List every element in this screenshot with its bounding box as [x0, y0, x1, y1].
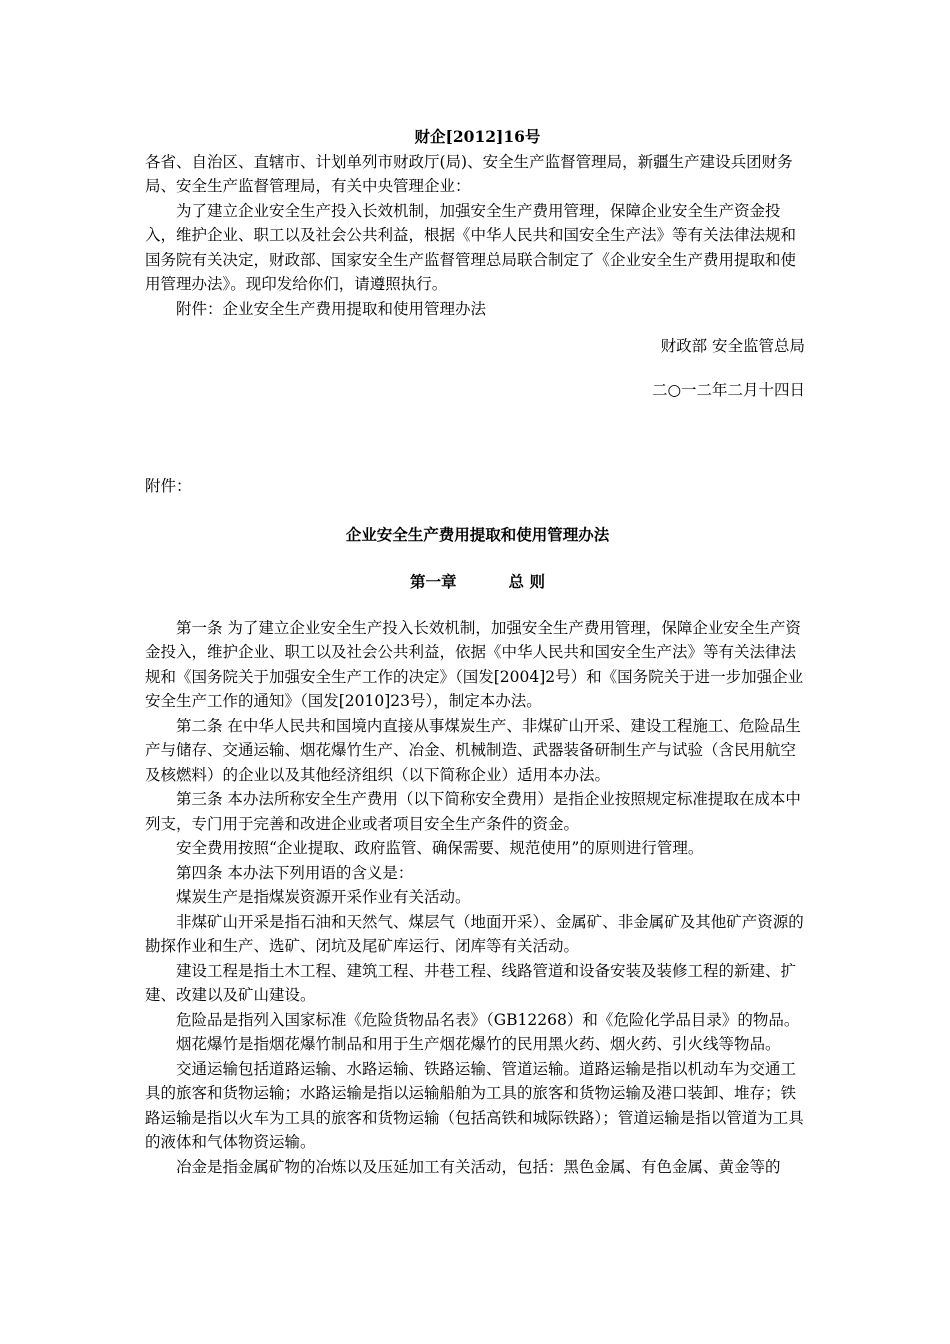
recipients: 各省、自治区、直辖市、计划单列市财政厅(局)、安全生产监督管理局，新疆生产建设兵团财务局、安全生产监督管理局，有关中央管理企业： [145, 152, 793, 195]
chapter-name: 总 则 [508, 572, 545, 591]
document-number: 财企[2012]16号 [414, 127, 541, 146]
article-paragraph: 第三条 本办法所称安全生产费用（以下简称安全费用）是指企业按照规定标准提取在成本中列支，专门用于完善和改进企业或者项目安全生产条件的资金。 [145, 790, 801, 833]
article-paragraph: 安全费用按照“企业提取、政府监管、确保需要、规范使用”的原则进行管理。 [176, 839, 704, 857]
document-body [145, 125, 810, 1179]
article-paragraph: 第四条 本办法下列用语的含义是： [176, 863, 414, 882]
article-paragraph: 第二条 在中华人民共和国境内直接从事煤炭生产、非煤矿山开采、建设工程施工、危险品生产与储存、交通运输、烟花爆竹生产、冶金、机械制造、武器装备研制生产与试验（含民用航空及核燃料）的企业以及其他经济组织（以下简称企业）适用本办法。 [145, 716, 801, 784]
definition-paragraph: 交通运输包括道路运输、水路运输、铁路运输、管道运输。道路运输是指以机动车为交通工具的旅客和货物运输；水路运输是指以运输船舶为工具的旅客和货物运输及港口装卸、堆存；铁路运输是指以火车为工具的旅客和货物运输（包括高铁和城际铁路）；管道运输是指以管道为工具的液体和气体物资运输。 [145, 1059, 804, 1151]
attachment-title: 企业安全生产费用提取和使用管理办法 [345, 524, 610, 544]
definition-paragraph: 建设工程是指土木工程、建筑工程、井巷工程、线路管道和设备安装及装修工程的新建、扩建、改建以及矿山建设。 [145, 961, 797, 1004]
article-paragraph: 第一条 为了建立企业安全生产投入长效机制，加强安全生产费用管理，保障企业安全生产资金投入，维护企业、职工以及社会公共利益，依据《中华人民共和国安全生产法》等有关法律法规和《国务院关于加强安全生产工作的决定》（国发[2004]2号）和《国务院关于进一步加强企业安全生产工作的通知》（国发[2010]23号），制定本办法。 [145, 618, 804, 710]
definition-paragraph: 烟花爆竹是指烟花爆竹制品和用于生产烟花爆竹的民用黑火药、烟火药、引火线等物品。 [176, 1035, 781, 1053]
definition-paragraph: 煤炭生产是指煤炭资源开采作业有关活动。 [176, 888, 471, 906]
attachment-note: 附件：企业安全生产费用提取和使用管理办法 [176, 299, 487, 318]
chapter-heading [145, 570, 810, 595]
attachment-label: 附件： [145, 477, 192, 495]
intro-paragraph: 为了建立企业安全生产投入长效机制，加强安全生产费用管理，保障企业安全生产资金投入，维护企业、职工以及社会公共利益，根据《中华人民共和国安全生产法》等有关法律法规和国务院有关决定，财政部、国家安全生产监督管理总局联合制定了《企业安全生产费用提取和使用管理办法》。现印发给你们，请遵照执行。 [145, 201, 797, 293]
signature-organizations: 财政部 安全监管总局 [660, 337, 805, 355]
definition-paragraph: 非煤矿山开采是指石油和天然气、煤层气（地面开采）、金属矿、非金属矿及其他矿产资源的勘探作业和生产、选矿、闭坑及尾矿库运行、闭库等有关活动。 [145, 912, 804, 955]
chapter-number: 第一章 [410, 572, 457, 591]
definition-paragraph: 冶金是指金属矿物的冶炼以及压延加工有关活动，包括：黑色金属、有色金属、黄金等的 [176, 1157, 781, 1176]
definition-paragraph: 危险品是指列入国家标准《危险货物品名表》（GB12268）和《危险化学品目录》的物品。 [176, 1010, 800, 1029]
signature-date: 二○一二年二月十四日 [651, 381, 805, 399]
